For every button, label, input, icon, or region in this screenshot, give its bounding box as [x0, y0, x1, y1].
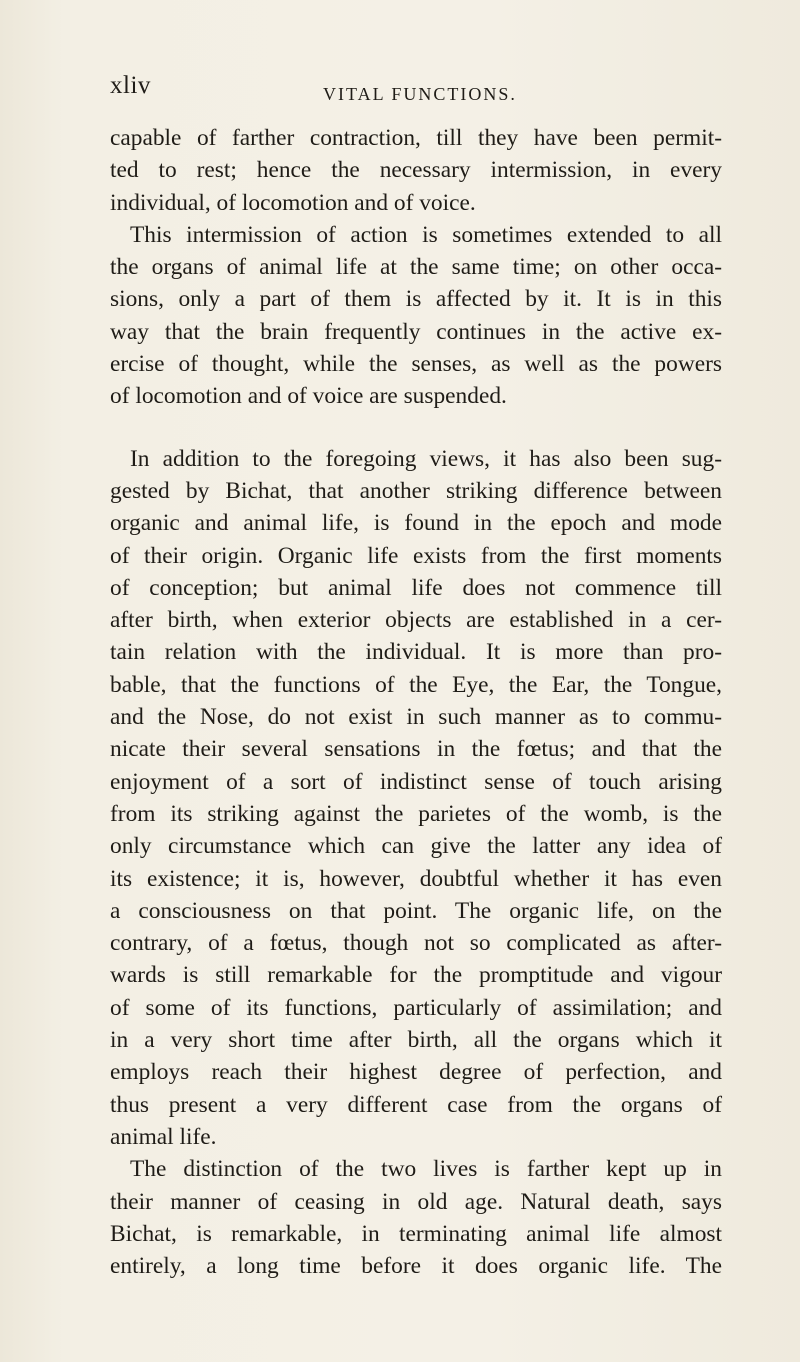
body-text	[110, 122, 722, 1282]
paragraph	[110, 219, 722, 413]
text-line: tain relation with the individual. It is more than pro-	[110, 639, 722, 666]
paragraph	[110, 443, 722, 1154]
text-line: and the Nose, do not exist in such manner as to commu-	[110, 704, 722, 731]
text-line: its existence; it is, however, doubtful whether it has even	[110, 865, 722, 892]
text-line: gested by Bichat, that another striking difference between	[110, 477, 722, 504]
text-line: wards is still remarkable for the promptitude and vigour	[110, 962, 722, 989]
text-line: their manner of ceasing in old age. Natural death, says	[110, 1188, 722, 1215]
text-line: individual, of locomotion and of voice.	[110, 189, 476, 216]
text-line: of locomotion and of voice are suspended.	[110, 383, 507, 410]
text-line: employs reach their highest degree of perfection, and	[110, 1059, 722, 1086]
text-line: sions, only a part of them is affected by it. It is in this	[110, 286, 722, 313]
text-line: ted to rest; hence the necessary intermission, in every	[110, 157, 722, 184]
text-line: entirely, a long time before it does organic life. The	[110, 1253, 722, 1280]
text-line: after birth, when exterior objects are established in a cer-	[110, 607, 722, 634]
paragraph-gap	[110, 413, 722, 443]
page-number: xliv	[110, 72, 151, 99]
page-header	[110, 72, 700, 112]
text-line: of conception; but animal life does not commence till	[110, 574, 722, 601]
text-line: of some of its functions, particularly of assimilation; and	[110, 994, 722, 1021]
paragraph	[110, 122, 722, 219]
text-line: The distinction of the two lives is farther kept up in	[130, 1156, 722, 1183]
text-line: the organs of animal life at the same time; on other occa-	[110, 254, 722, 281]
text-line: bable, that the functions of the Eye, the Ear, the Tongue,	[110, 671, 722, 698]
text-line: in a very short time after birth, all the organs which it	[110, 1027, 722, 1054]
text-line: thus present a very different case from the organs of	[110, 1091, 722, 1118]
text-line: a consciousness on that point. The organic life, on the	[110, 897, 722, 924]
text-line: only circumstance which can give the latter any idea of	[110, 833, 722, 860]
text-line: capable of farther contraction, till they have been permit-	[110, 125, 722, 151]
text-line: contrary, of a fœtus, though not so complicated as after-	[110, 930, 722, 957]
text-line: In addition to the foregoing views, it has also been sug-	[130, 445, 722, 472]
running-title: VITAL FUNCTIONS.	[323, 84, 517, 104]
text-line: ercise of thought, while the senses, as well as the powers	[110, 351, 722, 378]
text-line: Bichat, is remarkable, in terminating animal life almost	[110, 1220, 722, 1247]
text-line: This intermission of action is sometimes extended to all	[130, 221, 722, 248]
text-line: animal life.	[110, 1123, 217, 1150]
paragraph	[110, 1153, 722, 1282]
text-line: of their origin. Organic life exists from the first moments	[110, 542, 722, 569]
text-line: from its striking against the parietes of the womb, is the	[110, 800, 722, 827]
text-line: nicate their several sensations in the fœtus; and that the	[110, 736, 722, 763]
text-line: enjoyment of a sort of indistinct sense of touch arising	[110, 768, 722, 795]
text-line: way that the brain frequently continues in the active ex-	[110, 318, 722, 345]
text-line: organic and animal life, is found in the epoch and mode	[110, 510, 722, 537]
